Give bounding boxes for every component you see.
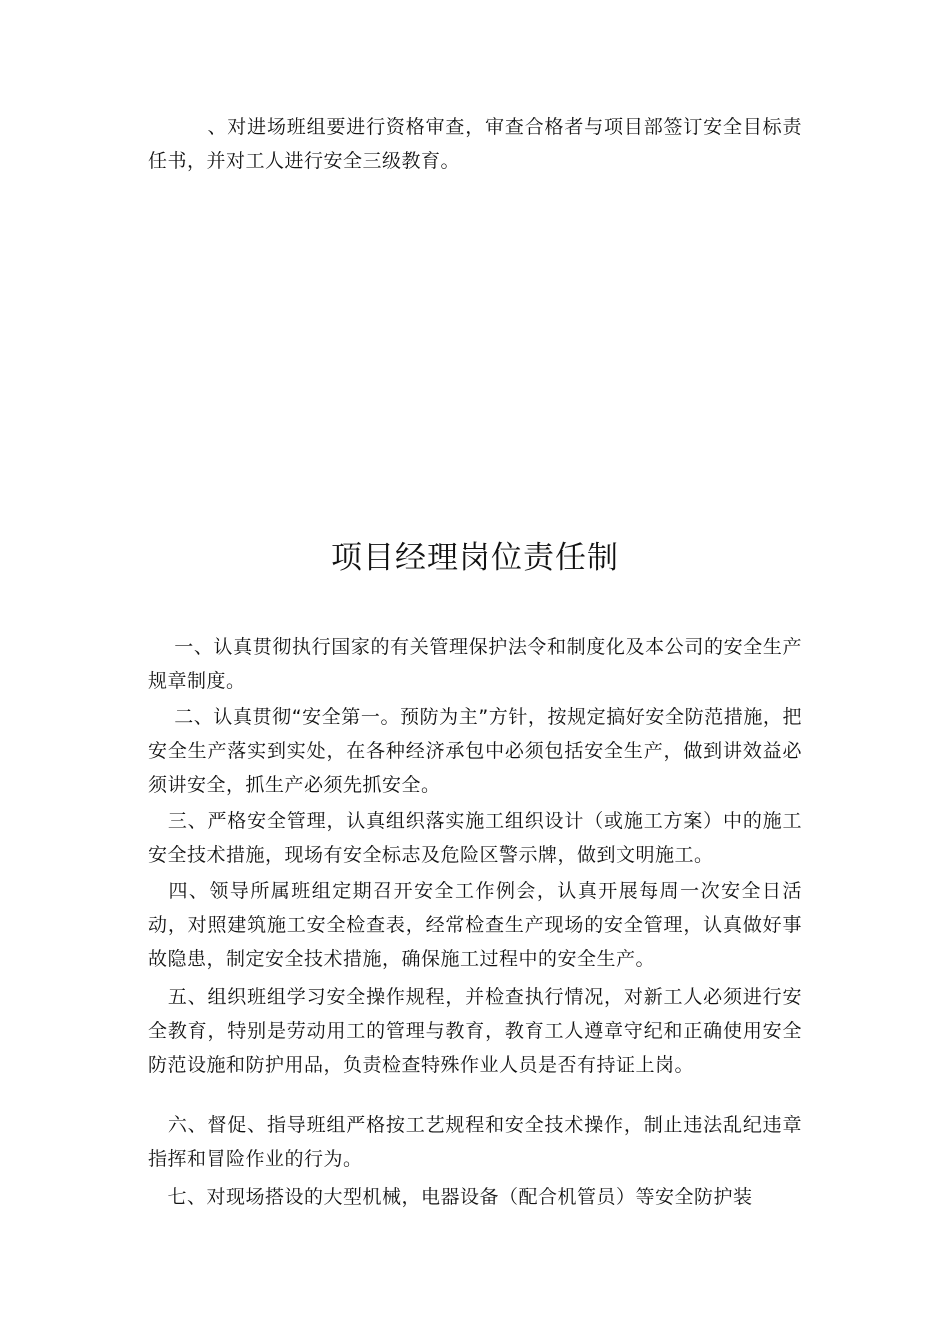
clause-1: 一、认真贯彻执行国家的有关管理保护法令和制度化及本公司的安全生产规章制度。 — [148, 636, 802, 692]
clause-7: 七、对现场搭设的大型机械，电器设备（配合机管员）等安全防护装 — [148, 1186, 753, 1208]
document-title: 项目经理岗位责任制 — [331, 540, 619, 576]
clause-4: 四、领导所属班组定期召开安全工作例会，认真开展每周一次安全日活动，对照建筑施工安全检查表，经常检查生产现场的安全管理，认真做好事故隐患，制定安全技术措施，确保施工过程中的安全生产。 — [148, 880, 802, 970]
intro-paragraph: 、对进场班组要进行资格审查，审查合格者与项目部签订安全目标责任书，并对工人进行安全三级教育。 — [148, 116, 802, 172]
clause-3: 三、严格安全管理，认真组织落实施工组织设计（或施工方案）中的施工安全技术措施，现场有安全标志及危险区警示牌，做到文明施工。 — [148, 810, 802, 866]
clause-2: 二、认真贯彻“安全第一。预防为主”方针，按规定搞好安全防范措施，把安全生产落实到实处，在各种经济承包中必须包括安全生产，做到讲效益必须讲安全，抓生产必须先抓安全。 — [148, 706, 802, 796]
clause-6: 六、督促、指导班组严格按工艺规程和安全技术操作，制止违法乱纪违章指挥和冒险作业的行为。 — [148, 1114, 802, 1170]
clause-5: 五、组织班组学习安全操作规程，并检查执行情况，对新工人必须进行安全教育，特别是劳动用工的管理与教育，教育工人遵章守纪和正确使用安全防范设施和防护用品，负责检查特殊作业人员是否有持证上岗。 — [148, 986, 802, 1076]
